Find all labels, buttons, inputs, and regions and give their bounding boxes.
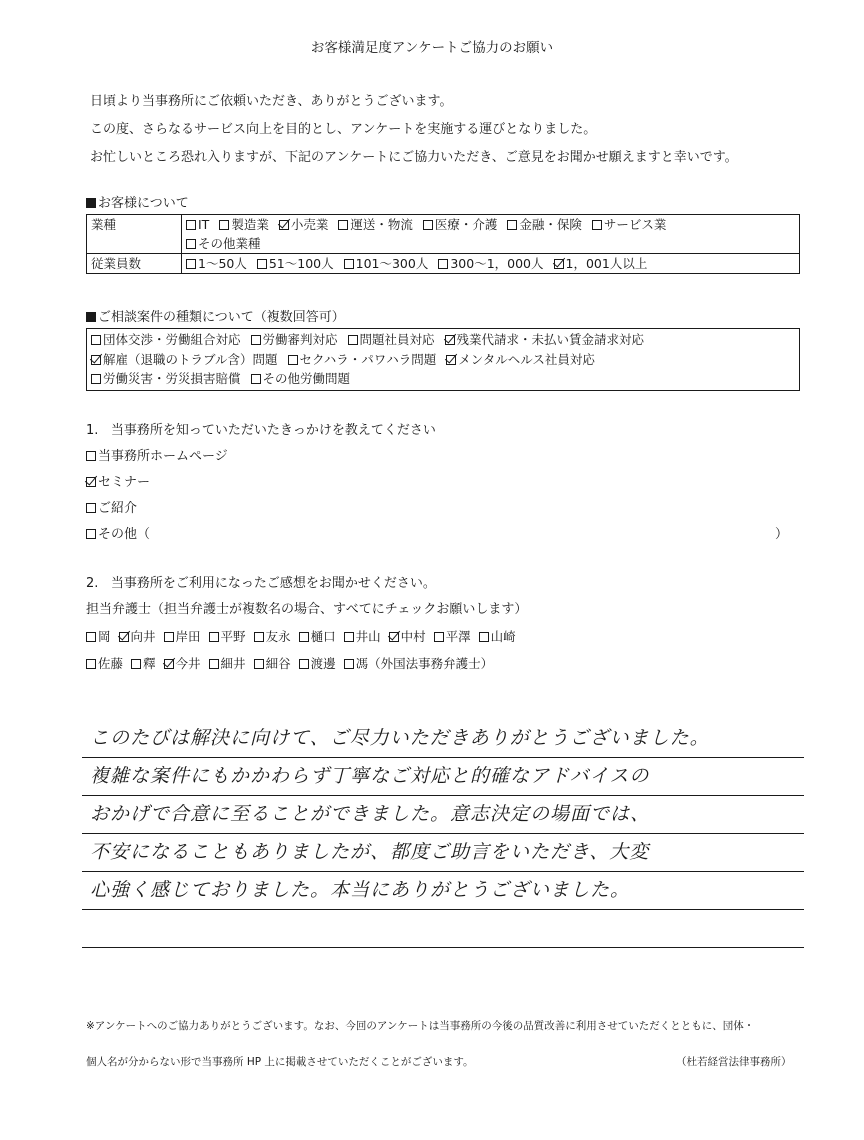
handwritten-line: おかげで合意に至ることができました。意志決定の場面では、	[82, 796, 804, 834]
footer-note-line-1: ※アンケートへのご協力ありがとうございます。なお、今回のアンケートは当事務所の今後の品質改善に利用させていただくとともに、団体・	[86, 1020, 755, 1032]
checkbox-icon	[251, 335, 261, 345]
handwritten-line: このたびは解決に向けて、ご尽力いただきありがとうございました。	[82, 720, 804, 758]
checkbox-icon	[438, 259, 448, 269]
employee-option[interactable]: 51～100人	[257, 256, 334, 271]
lawyer-option[interactable]: 井山	[344, 629, 381, 644]
industry-label: 業種	[87, 215, 182, 254]
employee-option[interactable]: 300～1，000人	[438, 256, 543, 271]
checked-checkbox-icon	[446, 355, 456, 365]
checkbox-icon	[479, 632, 489, 642]
checkbox-icon	[344, 659, 354, 669]
lawyer-option[interactable]: 山崎	[479, 629, 516, 644]
consult-option[interactable]: 解雇（退職のトラブル含）問題	[91, 352, 278, 367]
handwritten-line: 複雑な案件にもかかわらず丁寧なご対応と的確なアドバイスの	[82, 758, 804, 796]
industry-option[interactable]: 運送・物流	[338, 217, 413, 232]
employee-options	[182, 254, 800, 274]
consult-option[interactable]: セクハラ・パワハラ問題	[288, 352, 437, 367]
question-1	[86, 418, 436, 548]
checkbox-icon	[507, 220, 517, 230]
checkbox-icon	[299, 659, 309, 669]
lawyer-option[interactable]: 向井	[119, 629, 156, 644]
question-2	[86, 571, 527, 623]
q1-option[interactable]: セミナー	[86, 470, 436, 496]
lawyer-option[interactable]: 中村	[389, 629, 426, 644]
checkbox-icon	[86, 659, 96, 669]
intro-line: この度、さらなるサービス向上を目的とし、アンケートを実施する運びとなりました。	[90, 122, 597, 137]
checked-checkbox-icon	[554, 259, 564, 269]
employee-option[interactable]: 1～50人	[186, 256, 247, 271]
handwritten-line	[82, 910, 804, 948]
consult-option[interactable]: 団体交渉・労働組合対応	[91, 332, 241, 347]
checkbox-icon	[423, 220, 433, 230]
industry-option[interactable]: 医療・介護	[423, 217, 498, 232]
checked-checkbox-icon	[279, 220, 289, 230]
q1-option[interactable]: その他（	[86, 522, 436, 548]
checkbox-icon	[254, 659, 264, 669]
industry-options	[182, 215, 800, 254]
customer-section-heading: お客様について	[86, 192, 189, 211]
industry-option[interactable]: IT	[186, 217, 209, 232]
lawyer-option[interactable]: 佐藤	[86, 656, 123, 671]
customer-table	[86, 214, 800, 274]
industry-option[interactable]: その他業種	[186, 236, 261, 251]
checkbox-icon	[299, 632, 309, 642]
consult-option[interactable]: 問題社員対応	[348, 332, 435, 347]
square-bullet-icon	[86, 312, 96, 322]
checkbox-icon	[91, 335, 101, 345]
question-1-text: 1. 当事務所を知っていただいたきっかけを教えてください	[86, 423, 436, 438]
lawyer-option[interactable]: 岡	[86, 629, 111, 644]
checkbox-icon	[209, 632, 219, 642]
checkbox-icon	[86, 451, 96, 461]
checkbox-icon	[344, 632, 354, 642]
checkbox-icon	[434, 632, 444, 642]
q1-close-paren: ）	[775, 527, 789, 542]
employees-label: 従業員数	[87, 254, 182, 274]
consult-table	[86, 328, 800, 391]
consult-options	[87, 329, 800, 391]
handwritten-line: 不安になることもありましたが、都度ご助言をいただき、大変	[82, 834, 804, 872]
checkbox-icon	[348, 335, 358, 345]
consult-option[interactable]: その他労働問題	[251, 371, 351, 386]
intro-line: 日頃より当事務所にご依頼いただき、ありがとうございます。	[90, 94, 453, 109]
checkbox-icon	[592, 220, 602, 230]
checkbox-icon	[86, 529, 96, 539]
checkbox-icon	[164, 632, 174, 642]
lawyer-option[interactable]: 渡邊	[299, 656, 336, 671]
checked-checkbox-icon	[91, 355, 101, 365]
lawyer-checklist	[86, 623, 524, 677]
checkbox-icon	[86, 632, 96, 642]
lawyer-prompt: 担当弁護士（担当弁護士が複数名の場合、すべてにチェックお願いします）	[86, 602, 528, 617]
checkbox-icon	[254, 632, 264, 642]
checked-checkbox-icon	[389, 632, 399, 642]
employee-option[interactable]: 1，001人以上	[554, 256, 648, 271]
lawyer-option[interactable]: 釋	[131, 656, 156, 671]
checked-checkbox-icon	[445, 335, 455, 345]
consult-option[interactable]: 労働災害・労災損害賠償	[91, 371, 241, 386]
industry-option[interactable]: サービス業	[592, 217, 667, 232]
checkbox-icon	[186, 259, 196, 269]
checkbox-icon	[251, 374, 261, 384]
checkbox-icon	[344, 259, 354, 269]
checkbox-icon	[338, 220, 348, 230]
industry-option[interactable]: 製造業	[219, 217, 269, 232]
checkbox-icon	[257, 259, 267, 269]
lawyer-option[interactable]: 樋口	[299, 629, 336, 644]
q1-option[interactable]: ご紹介	[86, 496, 436, 522]
consult-option[interactable]: 残業代請求・未払い賃金請求対応	[445, 332, 645, 347]
checkbox-icon	[219, 220, 229, 230]
checkbox-icon	[186, 239, 196, 249]
intro-line: お忙しいところ恐れ入りますが、下記のアンケートにご協力いただき、ご意見をお聞かせ願えますと幸いです。	[90, 150, 738, 165]
checked-checkbox-icon	[164, 659, 174, 669]
lawyer-option[interactable]: 馮（外国法事務弁護士）	[344, 656, 494, 671]
lawyer-option[interactable]: 友永	[254, 629, 291, 644]
lawyer-option[interactable]: 平野	[209, 629, 246, 644]
checkbox-icon	[91, 374, 101, 384]
lawyer-option[interactable]: 今井	[164, 656, 201, 671]
lawyer-option[interactable]: 細井	[209, 656, 246, 671]
handwritten-comment-area[interactable]	[82, 720, 804, 948]
handwritten-line: 心強く感じておりました。本当にありがとうございました。	[82, 872, 804, 910]
checkbox-icon	[86, 503, 96, 513]
consult-option[interactable]: メンタルヘルス社員対応	[446, 352, 595, 367]
checkbox-icon	[186, 220, 196, 230]
q1-option[interactable]: 当事務所ホームページ	[86, 444, 436, 470]
consult-section-heading: ご相談案件の種類について（複数回答可）	[86, 306, 345, 325]
checkbox-icon	[288, 355, 298, 365]
lawyer-option[interactable]: 平澤	[434, 629, 471, 644]
page-title: お客様満足度アンケートご協力のお願い	[310, 40, 554, 56]
checkbox-icon	[209, 659, 219, 669]
industry-option[interactable]: 小売業	[279, 217, 329, 232]
checked-checkbox-icon	[119, 632, 129, 642]
footer-office-name: （杜若経営法律事務所）	[676, 1056, 792, 1068]
checked-checkbox-icon	[86, 477, 96, 487]
square-bullet-icon	[86, 198, 96, 208]
lawyer-option[interactable]: 岸田	[164, 629, 201, 644]
industry-option[interactable]: 金融・保険	[507, 217, 582, 232]
lawyer-option[interactable]: 細谷	[254, 656, 291, 671]
intro-text	[90, 88, 738, 172]
employee-option[interactable]: 101～300人	[344, 256, 429, 271]
checkbox-icon	[131, 659, 141, 669]
question-2-text: 2. 当事務所をご利用になったご感想をお聞かせください。	[86, 576, 436, 591]
consult-option[interactable]: 労働審判対応	[251, 332, 338, 347]
footer-note-line-2: 個人名が分からない形で当事務所 HP 上に掲載させていただくことがございます。	[86, 1056, 474, 1068]
